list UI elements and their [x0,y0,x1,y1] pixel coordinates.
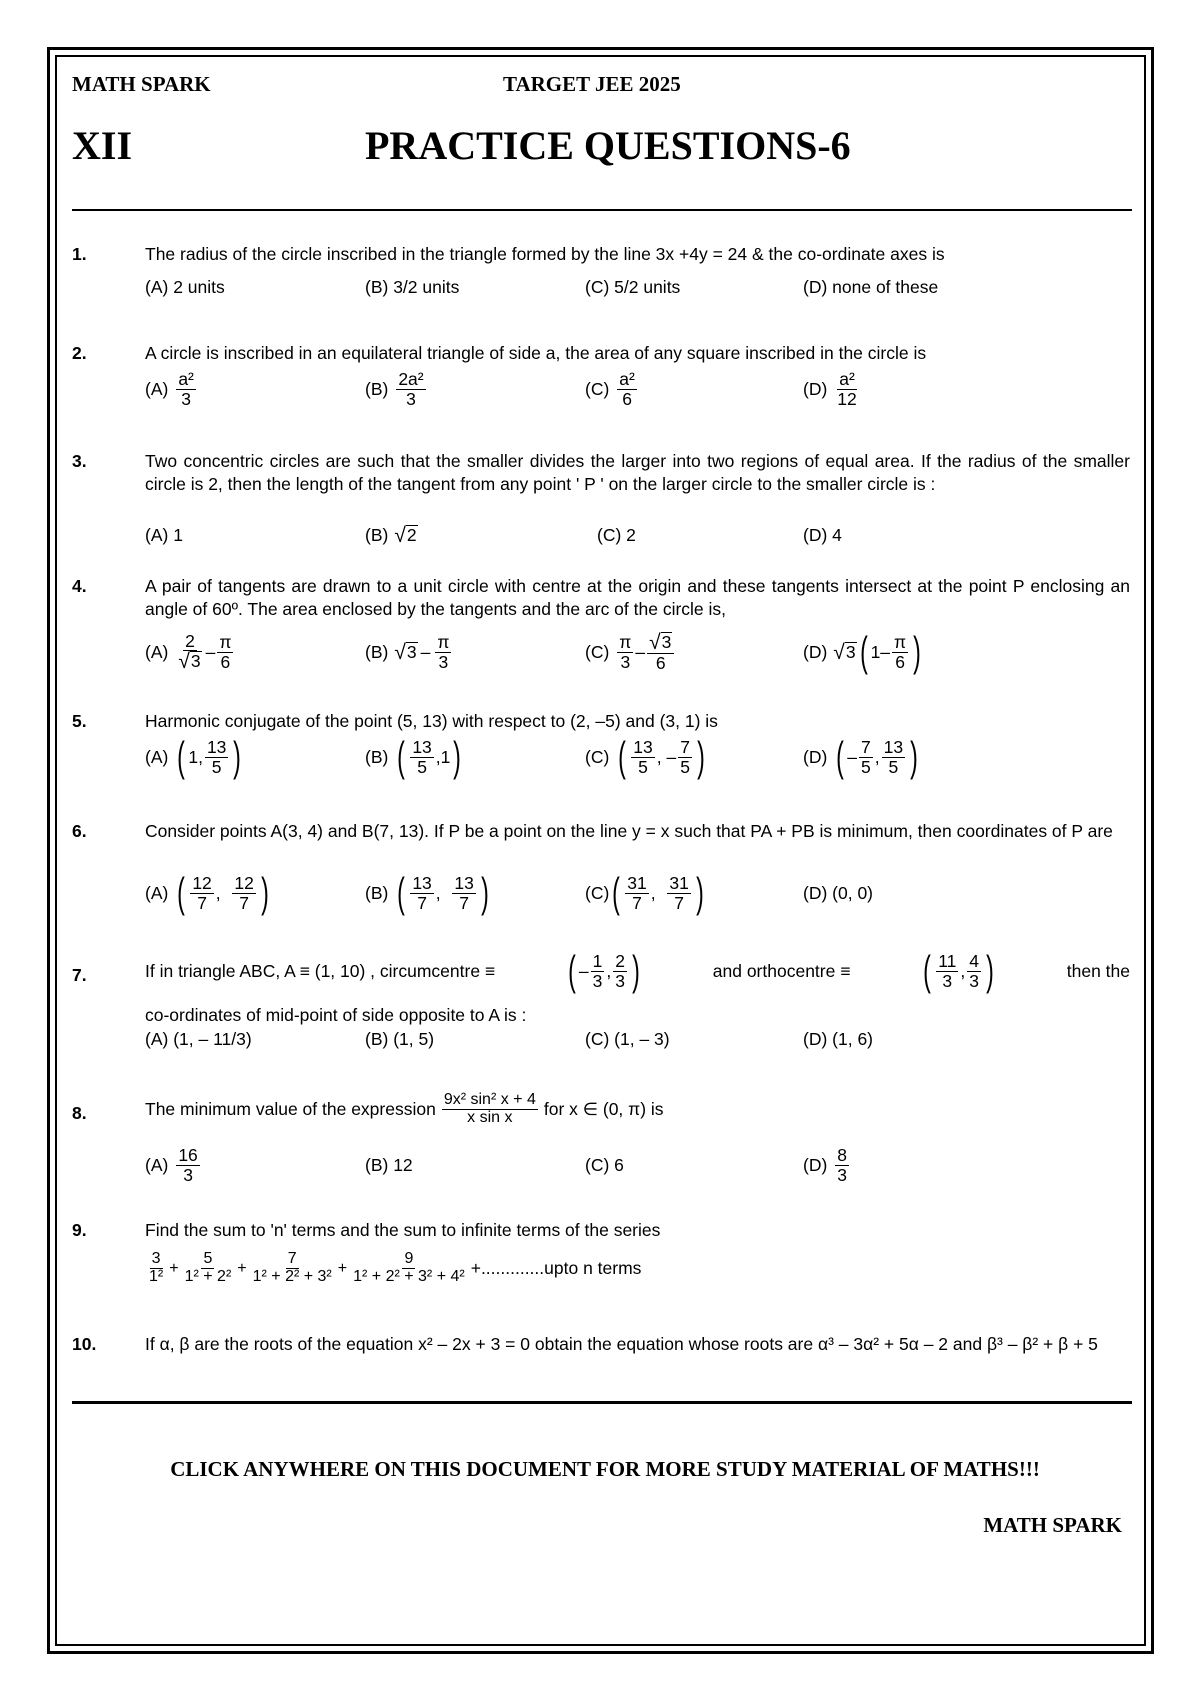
fraction [396,370,425,408]
right-paren-icon: ) [481,869,489,916]
denominator: 6 [655,652,666,673]
left-paren-icon: ( [397,869,406,916]
numerator: 7 [287,1249,297,1267]
option-label: (D) [803,1154,828,1175]
numerator: 7 [680,737,690,758]
right-paren-icon: ) [632,947,640,994]
option-label: (C) [585,641,610,662]
option-a[interactable] [145,364,198,414]
numerator: 12 [192,873,212,894]
option-label: (A) [145,1154,169,1175]
option-b[interactable]: (B) 12 [365,1154,413,1175]
denominator: 7 [632,892,642,913]
option-d[interactable] [803,364,861,414]
radicand: 3 [406,641,417,662]
numerator [647,632,674,654]
option-label: (C) [585,746,610,767]
option-c[interactable] [585,364,639,414]
options [145,732,1130,782]
denominator: 5 [680,756,690,777]
numerator: a² [839,369,855,390]
options [145,1027,1130,1051]
numerator: 4 [969,951,979,972]
fraction [190,874,213,912]
radicand: 2 [406,524,417,545]
fraction [613,952,627,990]
numerator: 31 [669,873,689,894]
option-b[interactable] [365,522,418,548]
fraction [835,370,858,408]
radical-sign-icon: √ [833,640,845,664]
question-text: A pair of tangents are drawn to a unit circle with centre at the origin and these tangents intersect at the point P enclosing an angle of 60º. The area enclosed by the tangents and the arc of the circle is, [145,576,1130,619]
question-text: Find the sum to 'n' terms and the sum to infinite terms of the series [145,1220,661,1240]
denominator: 3 [181,388,191,409]
fraction [617,633,633,671]
option-a[interactable]: (A) ( $\frac{12}{7}$ , $\frac{12}{7}$ ) [145,869,269,916]
series-term [147,1251,165,1286]
option-label: (A) [145,378,169,399]
options [145,627,1130,677]
option-d[interactable]: (D) 4 [803,524,842,545]
left-paren-icon: ( [177,869,186,916]
denominator: 6 [622,388,632,409]
numerator: 13 [206,737,227,758]
question-number: 9. [72,1220,87,1240]
denominator: 7 [417,892,427,913]
radical-sign-icon: √ [394,640,406,664]
denominator: 1² + 2² + 3² + 4² [353,1267,465,1285]
option-label: (C) [585,882,610,903]
option-label: (A) [145,641,169,662]
right-paren-icon: ) [697,733,705,780]
numerator: 9 [404,1249,414,1267]
sqrt [833,642,856,663]
fraction [176,632,203,672]
question-number: 2. [72,343,87,363]
denominator: 7 [197,892,207,913]
operator: – [635,641,646,662]
option-a[interactable] [145,627,235,677]
question-text-line2: co-ordinates of mid-point of side opposite to A is : [145,1005,527,1025]
question-text: Consider points A(3, 4) and B(7, 13). If P be a point on the line y = x such that PA + PB is minimum, then coordinates of P are [145,821,1113,841]
plus-operator: + [169,1259,179,1277]
denominator: 12 [837,388,857,409]
option-label: (B) [365,524,389,545]
option-label: (B) [365,378,389,399]
radical-sign-icon: √ [178,650,190,674]
right-paren-icon: ) [910,733,918,780]
header-brand: MATH SPARK [72,72,211,96]
radical-sign-icon: √ [394,523,406,547]
question-text: Harmonic conjugate of the point (5, 13) with respect to (2, –5) and (3, 1) is [145,711,718,731]
fraction [591,952,605,990]
denominator: 3 [615,970,625,991]
option-b[interactable] [365,364,428,414]
question-number: 1. [72,244,87,264]
fraction [859,738,873,776]
option-label: (C) [585,378,610,399]
denominator: 7 [239,892,249,913]
question-number: 5. [72,711,87,731]
right-paren-icon: ) [261,869,269,916]
fraction [410,874,433,912]
option-label: (B) [365,746,389,767]
question-text [145,1084,1130,1134]
coordinate: 1 [188,746,199,767]
option-c[interactable]: (C) ( $\frac{13}{5}$ , – $\frac{7}{5}$ ) [585,733,705,780]
options [145,364,1130,414]
text-segment: The minimum value of the expression [145,1098,436,1119]
option-a[interactable] [145,1140,202,1190]
option-b[interactable]: (B) 3/2 units [365,276,460,297]
numerator: 12 [234,873,254,894]
series-term [351,1251,467,1286]
option-a[interactable]: (A) (1, – 11/3) [145,1028,252,1049]
option-d[interactable] [803,1140,851,1190]
numerator: 13 [412,873,432,894]
denominator: 3 [438,651,449,672]
denominator: 5 [211,756,222,777]
fraction [892,633,908,671]
denominator: 5 [888,756,899,777]
options [145,1140,1130,1190]
numerator: 9x² sin² x + 4 [443,1090,536,1108]
radicand: 3 [190,651,201,672]
plus-operator: + [237,1259,247,1277]
option-a[interactable]: (A) 2 units [145,276,225,297]
fraction [176,370,196,408]
denominator: 5 [417,756,427,777]
denominator: 7 [674,892,684,913]
question-number: 7. [72,965,87,985]
option-b[interactable]: (B) (1, 5) [365,1028,435,1049]
numerator: 2 [185,630,195,651]
option-label: (A) [145,746,169,767]
option-c[interactable]: (C) (1, – 3) [585,1028,670,1049]
option-c[interactable]: (C) 5/2 units [585,276,681,297]
right-paren-icon: ) [913,628,921,675]
series-tail: +.............upto n terms [470,1257,642,1278]
options [145,868,1130,918]
left-paren-icon: ( [177,733,186,780]
left-paren-icon: ( [859,628,868,675]
study-material-link[interactable]: CLICK ANYWHERE ON THIS DOCUMENT FOR MORE STUDY MATERIAL OF MATHS!!! [170,1457,1040,1481]
fraction [678,738,692,776]
fraction [625,874,648,912]
option-label: (A) [145,882,169,903]
denominator: 6 [220,651,231,672]
question-text: A circle is inscribed in an equilateral triangle of side a, the area of any square inscribed in the circle is [145,343,927,363]
option-b[interactable]: (B) ( $\frac{13}{7}$ , $\frac{13}{7}$ ) [365,869,489,916]
numerator: 31 [627,873,647,894]
denominator: 3 [620,651,631,672]
denominator: 3 [183,1164,193,1185]
option-d[interactable]: (D) ( – $\frac{7}{5}$ , $\frac{13}{5}$ ) [803,733,918,780]
question-number: 3. [72,451,87,471]
question-text: Two concentric circles are such that the smaller divides the larger into two regions of equal area. If the radius of the smaller circle is 2, then the length of the tangent from any point ' P ' on the larger circle to the smaller circle is : [145,451,1130,494]
fraction [936,952,958,990]
numerator: 11 [938,951,957,972]
series-expression [145,1243,1130,1293]
denominator: 1² [149,1267,164,1285]
options [145,275,1130,299]
fraction [631,738,654,776]
expression-fraction [442,1092,538,1127]
footer-brand: MATH SPARK [983,1513,1122,1537]
numerator: 2 [615,951,625,972]
option-label: (D) [803,746,828,767]
option-b[interactable]: (B) ( $\frac{13}{5}$ , 1 ) [365,733,462,780]
radicand: 3 [661,631,672,652]
question-text [145,946,1130,996]
numerator: 8 [837,1145,848,1166]
left-paren-icon: ( [618,733,627,780]
option-c[interactable]: (C) 2 [597,524,636,545]
denominator: 7 [459,892,469,913]
option-c[interactable]: (C) 6 [585,1154,624,1175]
footer-divider [72,1401,1132,1404]
text-segment: and orthocentre ≡ [712,960,851,981]
denominator: 5 [861,756,871,777]
fraction [967,952,981,990]
option-d[interactable]: (D) (1, 6) [803,1028,873,1049]
numerator: 13 [883,737,904,758]
question-text: The radius of the circle inscribed in the triangle formed by the line 3x +4y = 24 & the co-ordinate axes is [145,244,945,264]
numerator: π [619,632,632,653]
denominator: 3 [969,970,979,991]
option-label: (D) [803,641,828,662]
fraction [617,370,637,408]
numerator: π [437,632,450,653]
fraction [410,738,433,776]
fraction [882,738,905,776]
operator: – [205,641,216,662]
right-paren-icon: ) [453,733,462,780]
denominator: 3 [592,970,603,991]
radicand: 3 [845,641,856,662]
numerator: 13 [633,737,653,758]
numerator: 3 [151,1249,161,1267]
left-paren-icon: ( [397,733,406,780]
numerator: a² [178,369,194,390]
option-c[interactable] [585,627,676,677]
header-target: TARGET JEE 2025 [503,72,681,96]
numerator: 5 [203,1249,213,1267]
operator: – [420,641,431,662]
page-title: PRACTICE QUESTIONS-6 [365,123,851,168]
numerator: 7 [861,737,871,758]
fraction [176,1146,199,1184]
right-paren-icon: ) [233,733,242,780]
option-a[interactable]: (A) 1 [145,524,183,545]
series-term [183,1251,234,1286]
fraction [647,632,674,672]
option-label: (D) [803,378,828,399]
numerator: 13 [454,873,474,894]
question-number: 4. [72,576,87,596]
denominator: 1² + 2² + 3² [252,1267,332,1285]
numerator: 1 [592,951,603,972]
radical-sign-icon: √ [649,630,661,654]
denominator: 5 [638,756,648,777]
denominator: 3 [406,388,416,409]
option-label: (B) [365,882,389,903]
option-d[interactable] [803,627,924,677]
text-segment: for x ∈ (0, π) is [543,1098,664,1119]
circumcentre-point: ( – $\frac{1}{3}$ , $\frac{2}{3}$ ) [568,947,640,994]
fraction [435,633,451,671]
text-segment: If in triangle ABC, A ≡ (1, 10) , circumcentre ≡ [145,960,496,981]
option-d[interactable]: (D) none of these [803,276,939,297]
numerator: 16 [178,1145,198,1166]
fraction [217,633,233,671]
operator: – [880,641,891,662]
fraction [232,874,255,912]
options [145,522,1130,548]
question-number: 6. [72,821,87,841]
sqrt [394,525,417,546]
fraction [452,874,475,912]
option-b[interactable] [365,627,453,677]
denominator: 1² + 2² [184,1267,232,1285]
fraction [205,738,228,776]
denominator: 3 [942,970,953,991]
option-a[interactable]: (A) ( 1 , $\frac{13}{5}$ ) [145,733,242,780]
left-paren-icon: ( [612,869,621,916]
header-divider [72,209,1132,211]
left-paren-icon: ( [836,733,845,780]
denominator: 3 [837,1164,848,1185]
left-paren-icon: ( [923,947,932,994]
text-segment: then the [1066,960,1130,981]
numerator: π [894,632,907,653]
question-number: 10. [72,1334,97,1354]
denominator: x sin x [467,1108,513,1126]
series-term [251,1251,334,1286]
grade-label: XII [72,123,133,168]
question-number: 8. [72,1103,87,1123]
option-d[interactable]: (D) (0, 0) [803,882,873,903]
option-label: (B) [365,641,389,662]
orthocentre-point: ( $\frac{11}{3}$ , $\frac{4}{3}$ ) [923,947,994,994]
sqrt [394,642,417,663]
coordinate: 1 [440,746,451,767]
right-paren-icon: ) [695,869,704,916]
plus-operator: + [337,1259,348,1277]
option-c[interactable]: (C) ( $\frac{31}{7}$ , $\frac{31}{7}$ ) [585,869,704,916]
term: 1 [870,641,881,662]
fraction [835,1146,849,1184]
numerator: 13 [412,737,432,758]
numerator: a² [619,369,635,390]
numerator: π [219,632,232,653]
numerator: 2a² [398,369,424,390]
denominator [176,651,203,672]
fraction [667,874,690,912]
denominator: 6 [895,651,905,672]
right-paren-icon: ) [986,947,994,994]
question-text: If α, β are the roots of the equation x² – 2x + 3 = 0 obtain the equation whose roots are α³ – 3α² + 5α – 2 and β³ – β² + β + 5 [145,1334,1098,1354]
left-paren-icon: ( [568,947,576,994]
